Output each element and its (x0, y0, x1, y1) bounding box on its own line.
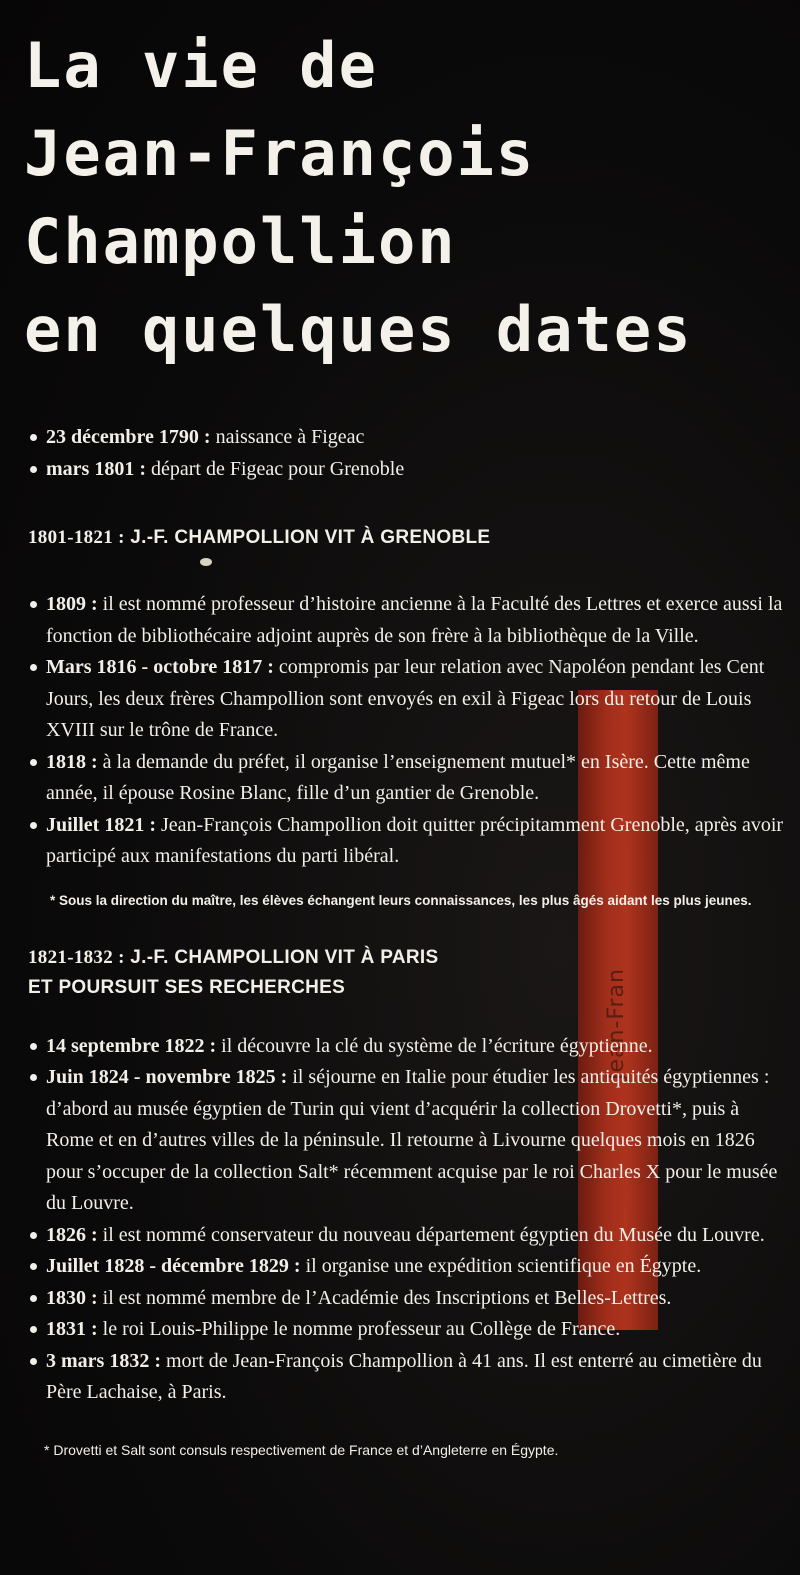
grenoble-list (28, 589, 788, 873)
title-line: La vie de (24, 29, 378, 102)
list-item: 14 septembre 1822 : il découvre la clé du système de l’écriture égyptienne. (28, 1031, 788, 1063)
footnote-mutual-teaching: * Sous la direction du maître, les élèves échangent leurs connaissances, les plus âgés aidant les plus jeunes. (50, 892, 752, 908)
title-line: Jean-François (24, 117, 536, 190)
list-item: 23 décembre 1790 : naissance à Figeac (28, 422, 788, 454)
title-line: en quelques dates (24, 293, 693, 366)
list-item: Juillet 1828 - décembre 1829 : il organise une expédition scientifique en Égypte. (28, 1251, 788, 1283)
list-item: 1809 : il est nommé professeur d’histoire ancienne à la Faculté des Lettres et exerce aussi la fonction de bibliothécaire adjoint auprès de son frère à la bibliothèque de la Ville. (28, 589, 788, 652)
timeline-content (28, 422, 788, 1466)
list-item: 1826 : il est nommé conservateur du nouveau département égyptien du Musée du Louvre. (28, 1220, 788, 1252)
paris-list (28, 1031, 788, 1409)
list-item: Juin 1824 - novembre 1825 : il séjourne en Italie pour étudier les antiquités égyptiennes : d’abord au musée égyptien de Turin qui vient d’acquérir la collection Drovetti*, puis à Rome et en d’autres villes de la péninsule. Il retourne à Livourne quelques mois en 1826 pour s’occuper de la collection Salt* récemment acquise par le roi Charles X pour le musée du Louvre. (28, 1062, 788, 1220)
list-item: 1831 : le roi Louis-Philippe le nomme professeur au Collège de France. (28, 1314, 788, 1346)
title-line: Champollion (24, 205, 457, 278)
banner-strip-text: Jean-Fran (604, 968, 629, 1080)
panel-title (24, 22, 693, 374)
list-item: 3 mars 1832 : mort de Jean-François Champollion à 41 ans. Il est enterré au cimetière du Père Lachaise, à Paris. (28, 1346, 788, 1409)
intro-list (28, 422, 788, 485)
list-item: mars 1801 : départ de Figeac pour Grenoble (28, 454, 788, 486)
list-item: Mars 1816 - octobre 1817 : compromis par leur relation avec Napoléon pendant les Cent Jours, les deux frères Champollion sont envoyés en exil à Figeac lors du retour de Louis XVIII sur le trône de France. (28, 652, 788, 747)
list-item: 1818 : à la demande du préfet, il organise l’enseignement mutuel* en Isère. Cette même année, il épouse Rosine Blanc, fille d’un gantier de Grenoble. (28, 747, 788, 810)
section-heading-paris: 1821-1832 : J.-F. CHAMPOLLION VIT À PARIS ET POURSUIT SES RECHERCHES (28, 946, 439, 998)
section-heading-grenoble: 1801-1821 : J.-F. CHAMPOLLION VIT À GRENOBLE (28, 527, 491, 548)
list-item: 1830 : il est nommé membre de l’Académie des Inscriptions et Belles-Lettres. (28, 1283, 788, 1315)
list-item: Juillet 1821 : Jean-François Champollion doit quitter précipitamment Grenoble, après avoir participé aux manifestations du parti libéral. (28, 810, 788, 873)
footnote-consuls: * Drovetti et Salt sont consuls respectivement de France et d’Angleterre en Égypte. (44, 1441, 559, 1458)
